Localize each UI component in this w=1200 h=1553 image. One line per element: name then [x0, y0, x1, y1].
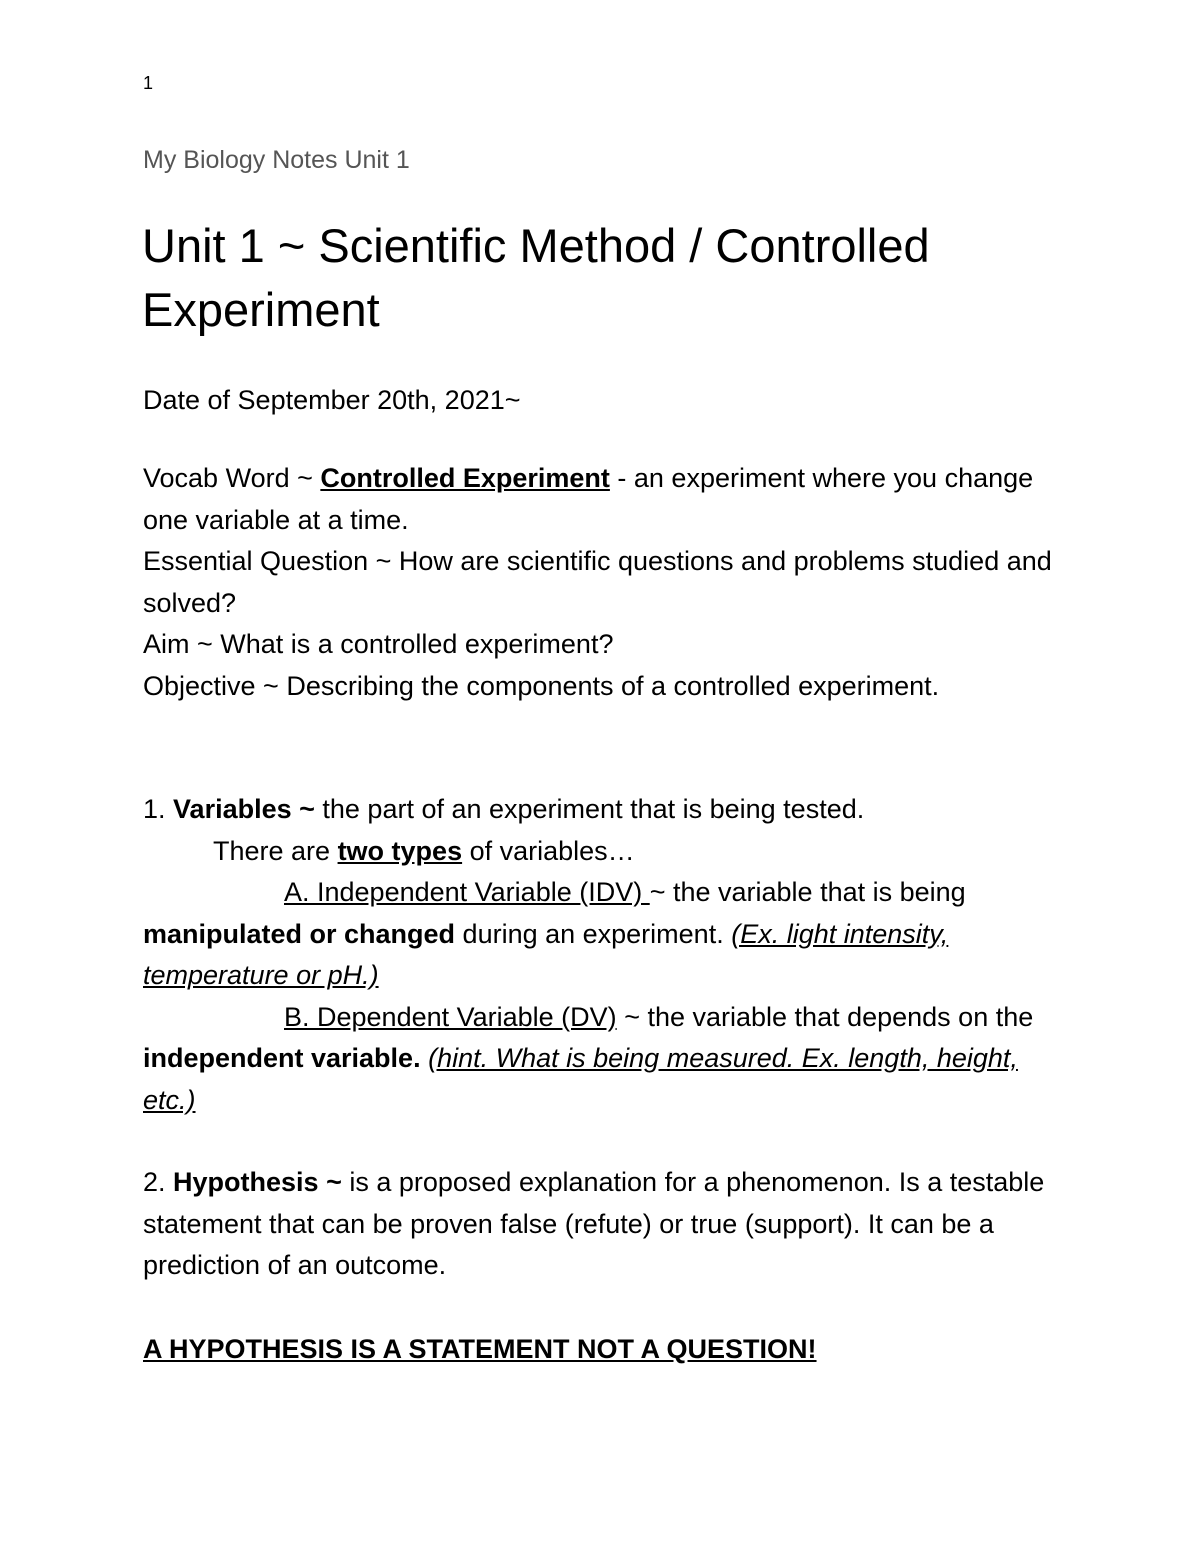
types-emphasis: two types: [337, 835, 463, 866]
types-prefix: There are: [213, 835, 338, 866]
variable-types-line: [143, 831, 1063, 873]
types-suffix: of variables…: [462, 835, 635, 866]
independent-def-end: during an experiment.: [455, 918, 732, 949]
variables-number: 1.: [143, 794, 174, 824]
essential-question: Essential Question ~ How are scientific questions and problems studied and solved?: [143, 546, 1052, 618]
vocab-line: [143, 458, 1063, 541]
independent-def-start: ~ the variable that is being: [649, 877, 966, 907]
vocab-term: Controlled Experiment: [320, 463, 610, 493]
dependent-emphasis: independent variable.: [143, 1043, 421, 1073]
hypothesis-section: [143, 1162, 1063, 1287]
independent-indent: [143, 877, 284, 907]
hypothesis-warning: A HYPOTHESIS IS A STATEMENT NOT A QUESTION!: [143, 1334, 817, 1364]
independent-variable: [143, 872, 1063, 997]
dependent-variable: [143, 997, 1063, 1122]
dependent-label: B. Dependent Variable (DV): [284, 1001, 617, 1032]
vocab-definition: - an experiment where you change one variable at a time.: [143, 463, 1034, 535]
dependent-example: (hint. What is being measured. Ex. length, height, etc.): [143, 1043, 1018, 1115]
variables-term: Variables ~: [173, 794, 315, 824]
variables-definition: the part of an experiment that is being tested.: [314, 794, 865, 824]
document-title: Unit 1 ~ Scientific Method / Controlled Experiment: [142, 219, 930, 336]
hypothesis-number: 2.: [143, 1167, 174, 1197]
document-subtitle: My Biology Notes Unit 1: [143, 146, 410, 174]
aim-line: Aim ~ What is a controlled experiment?: [143, 629, 614, 659]
variables-section: [143, 789, 1063, 1121]
variables-heading: [143, 789, 1063, 831]
dependent-indent: [143, 1002, 284, 1032]
hypothesis-term: Hypothesis ~: [173, 1167, 342, 1197]
date-line: Date of September 20th, 2021~: [143, 385, 521, 415]
hypothesis-paragraph: [143, 1162, 1063, 1287]
hypothesis-definition: is a proposed explanation for a phenomenon. Is a testable statement that can be proven false (refute) or true (support). It can be a prediction of an outcome.: [143, 1167, 1045, 1280]
intro-section: [143, 458, 1063, 707]
page-number: 1: [143, 73, 154, 93]
independent-label: A. Independent Variable (IDV): [284, 877, 650, 907]
dependent-def-start: ~ the variable that depends on the: [616, 1001, 1034, 1032]
objective-line: Objective ~ Describing the components of a controlled experiment.: [143, 670, 940, 701]
vocab-label: Vocab Word ~: [143, 463, 321, 493]
independent-example: (Ex. light intensity, temperature or pH.): [143, 918, 949, 990]
independent-emphasis: manipulated or changed: [143, 918, 456, 949]
